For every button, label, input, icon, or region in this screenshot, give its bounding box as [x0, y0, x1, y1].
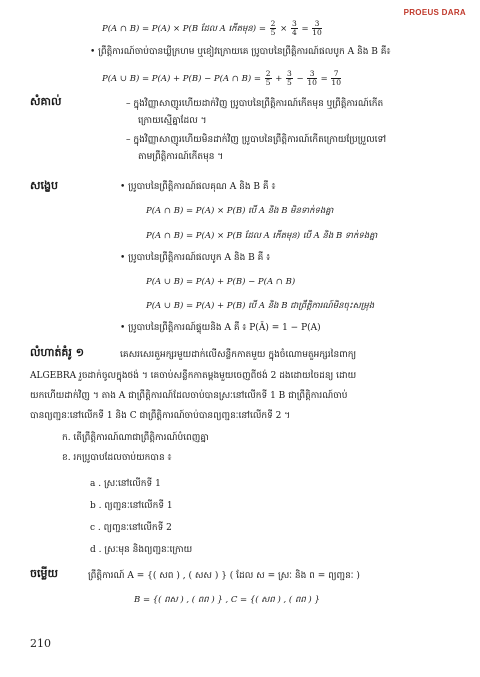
exercise-text-line-4: បានព្យញ្ជនៈនៅលើកទី 1 និង C ជាព្រឹត្តិការណ៍ចាប់បានព្យញ្ជនៈនៅលើកទី 2 ។ — [30, 411, 291, 421]
sub-question-a: a . ស្រៈនៅលើកទី 1 — [90, 479, 161, 489]
product-equation: P(A ∩ B) = P(A) × P(B ដែល A កើតមុន) = $\frac{2}{5}$ × $\frac{3}{4}$ = $\frac{3}{10}$ — [102, 19, 322, 37]
sub-question-d: d . ស្រៈមុន និងព្យញ្ជនៈក្រោយ — [90, 545, 193, 555]
summary-union-formula: P(A ∪ B) = P(A) + P(B) − P(A ∩ B) — [146, 277, 296, 287]
fraction: $\frac{3}{10}$ — [312, 19, 322, 37]
fraction: $\frac{3}{5}$ — [287, 69, 292, 87]
answer-line-2: B = {( ពស ) , ( ពព ) } , C = {( សព ) , ( ពព ) } — [134, 595, 320, 605]
question-a: ក. តើព្រឹត្តិការណ៍ណាជាព្រឹត្តិការណ៍បំពេញគ្នា — [62, 433, 209, 443]
exercise-text-line-2: ALGEBRA រួចដាក់ចូលក្នុងថង់ ។ គេចាប់សន្លឹកកាតម្តងមួយចេញពីថង់ 2 ដងដោយចៃដន្យ ដោយ — [30, 371, 357, 381]
note-item-1-line-2: ក្រោយស្មើគ្នាដែល ។ — [138, 116, 207, 126]
exercise-label: លំហាត់គំរូ ១ — [30, 346, 85, 359]
summary-bullet-union: • ប្រូបាបនៃព្រឹត្តិការណ៍ផលបូក A និង B គឺ ៖ — [120, 253, 271, 263]
summary-product-formula-independent: P(A ∩ B) = P(A) × P(B) បើ A និង B មិនទាក់ទងគ្នា — [146, 206, 334, 216]
answer-label: ចម្លើយ — [30, 567, 58, 580]
union-equation-lhs: P(A ∪ B) = P(A) + P(B) − P(A ∩ B) = — [102, 74, 262, 84]
summary-bullet-product: • ប្រូបាបនៃព្រឹត្តិការណ៍ផលគុណ A និង B គឺ ៖ — [120, 182, 276, 192]
answer-line-1: ព្រឹត្តិការណ៍ A = {( សព ) , ( សស ) } ( ដែល ស = ស្រៈ និង ព = ព្យញ្ជនៈ ) — [88, 571, 360, 581]
union-equation: P(A ∪ B) = P(A) + P(B) − P(A ∩ B) = $\frac{2}{5}$ + $\frac{3}{5}$ − $\frac{3}{10}$ = $\frac{7}{10}$ — [102, 69, 341, 87]
summary-product-formula-dependent: P(A ∩ B) = P(A) × P(B ដែល A កើតមុន) បើ A និង B ទាក់ទងគ្នា — [146, 231, 378, 241]
sub-question-b: b . ព្យញ្ជនៈនៅលើកទី 1 — [90, 501, 173, 511]
header-brand: PROEUS DARA — [403, 8, 466, 17]
product-equation-lhs: P(A ∩ B) = P(A) × P(B ដែល A កើតមុន) = — [102, 24, 266, 34]
fraction: $\frac{3}{10}$ — [307, 69, 317, 87]
note-item-2-line-1: – ក្នុងវិញ្ញាសាញូរហើយមិនដាក់វិញ ប្រូបាបនៃព្រឹត្តិការណ៍កើតក្រោយប្រែប្រួលទៅ — [126, 135, 387, 145]
sub-question-c: c . ព្យញ្ជនៈនៅលើកទី 2 — [90, 523, 172, 533]
exercise-text-line-3: យកហើយដាក់វិញ ។ តាង A ជាព្រឹត្តិការណ៍ដែលចាប់បានស្រៈនៅលើកទី 1 B ជាព្រឹត្តិការណ៍ចាប់ — [30, 391, 348, 401]
fraction: $\frac{7}{10}$ — [331, 69, 341, 87]
exercise-text-line-1: គេសរសេរតួអក្សរមួយដាក់លើសន្លឹកកាតមួយ ក្នុងចំណោមតួអក្សរនៃពាក្យ — [120, 350, 357, 360]
fraction: $\frac{3}{4}$ — [291, 19, 297, 37]
note-label: សំគាល់ — [30, 95, 62, 108]
fraction: $\frac{2}{5}$ — [270, 19, 276, 37]
question-b: ខ. រកប្រូបាបដែលចាប់យកបាន ៖ — [62, 453, 172, 463]
note-item-2-line-2: តាមព្រឹត្តិការណ៍កើតមុន ។ — [138, 152, 224, 162]
union-intro-text: • ព្រឹត្តិការណ៍ចាប់បានឃ្លីក្រហម ឬខៀវក្រោយគេ ប្រូបាបនៃព្រឹត្តិការណ៍ផលបូក A និង B គឺ៖ — [90, 47, 391, 57]
summary-union-formula-exclusive: P(A ∪ B) = P(A) + P(B) បើ A និង B ជាព្រឹត្តិការណ៍មិនចុះសម្រុង — [146, 301, 375, 311]
fraction: $\frac{2}{5}$ — [265, 69, 271, 87]
page-number: 210 — [30, 637, 51, 650]
summary-label: សង្ខេប — [30, 179, 58, 192]
note-item-1-line-1: – ក្នុងវិញ្ញាសាញូរហើយដាក់វិញ ប្រូបាបនៃព្រឹត្តិការណ៍កើតមុន ឬព្រឹត្តិការណ៍កើត — [126, 99, 384, 109]
summary-bullet-complement: • ប្រូបាបនៃព្រឹត្តិការណ៍ផ្ទុយនិង A គឺ ៖ P(Ā) = 1 − P(A) — [120, 323, 321, 333]
